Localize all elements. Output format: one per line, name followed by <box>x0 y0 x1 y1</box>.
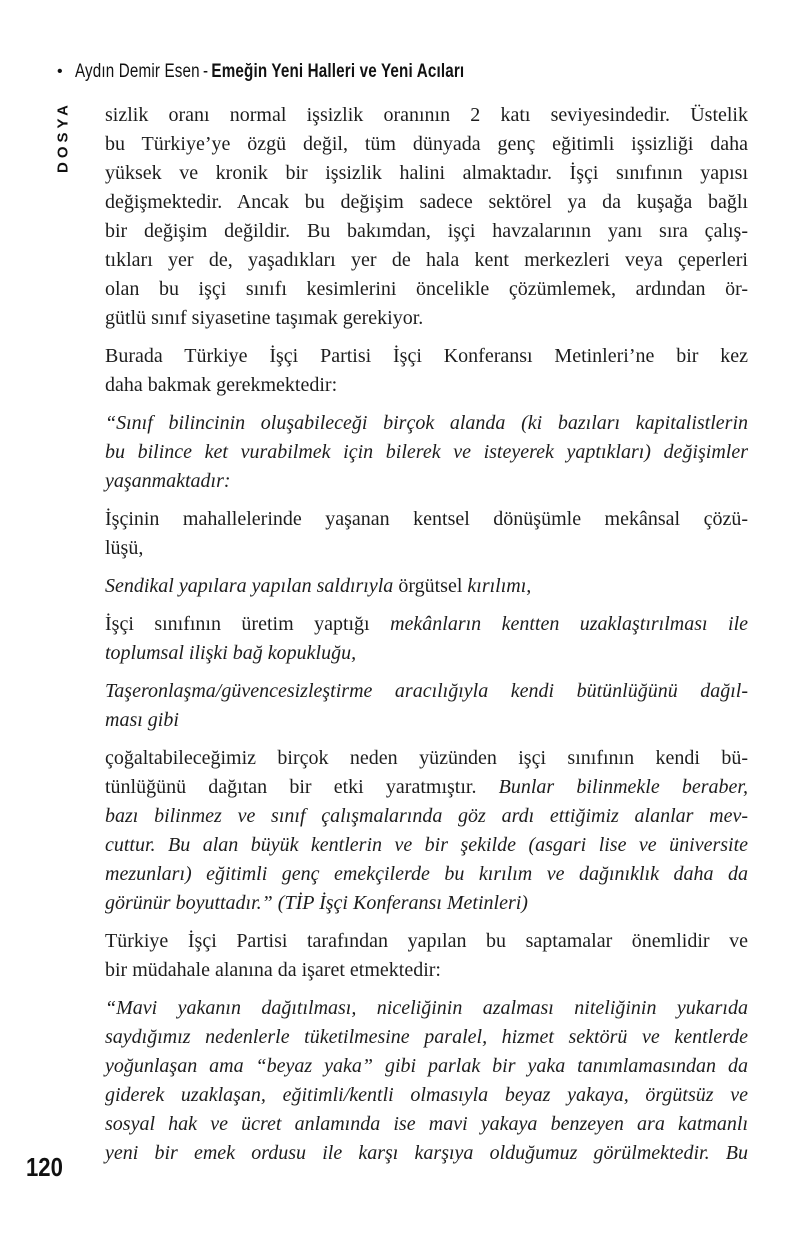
bullet-icon: • <box>57 63 63 80</box>
regular-text: tıkları yer de, yaşadıkları yer de hala kent merkezleri veya çeperleri <box>105 249 748 271</box>
text-line <box>105 304 748 333</box>
text-line <box>105 1081 748 1110</box>
text-line <box>105 1023 748 1052</box>
text-line <box>105 860 748 889</box>
text-line <box>105 802 748 831</box>
body-text <box>105 101 748 1177</box>
italic-text: giderek uzaklaşan, eğitimli/kentli olmasıyla beyaz yakaya, örgütsüz ve <box>105 1084 748 1106</box>
italic-text: “Mavi yakanın dağıtılması, niceliğinin azalması niteliğinin yukarıda <box>105 997 748 1019</box>
regular-text: lüşü, <box>105 537 144 559</box>
italic-text: yeni bir emek ordusu ile karşı karşıya olduğumuz görülmektedir. Bu <box>105 1142 748 1164</box>
italic-text: Taşeronlaşma/güvencesizleştirme aracılığıyla kendi bütünlüğünü dağıl- <box>105 680 748 702</box>
text-line <box>105 130 748 159</box>
italic-text: mekânların kentten uzaklaştırılması ile <box>390 613 748 635</box>
italic-text: sosyal hak ve ücret anlamında ise mavi yakaya benzeyen ara katmanlı <box>105 1113 748 1135</box>
text-line <box>105 994 748 1023</box>
regular-text: bir müdahale alanına da işaret etmektedir: <box>105 959 441 981</box>
section-tab-dosya: DOSYA <box>54 101 72 173</box>
italic-text: görünür boyuttadır.” (TİP İşçi Konferansı Metinleri) <box>105 892 528 914</box>
regular-text: çoğaltabileceğimiz birçok neden yüzünden işçi sınıfının kendi bü- <box>105 747 748 769</box>
book-title: Emeğin Yeni Halleri ve Yeni Acıları <box>211 61 464 82</box>
regular-text: Türkiye İşçi Partisi tarafından yapılan bu saptamalar önemlidir ve <box>105 930 748 952</box>
text-line <box>105 889 748 918</box>
paragraph <box>105 409 748 496</box>
running-header-text <box>75 61 464 83</box>
paragraph <box>105 572 748 601</box>
text-line <box>105 572 748 601</box>
text-line <box>105 956 748 985</box>
regular-text: gütlü sınıf siyasetine taşımak gerekiyor. <box>105 307 424 329</box>
regular-text: değişmektedir. Ancak bu değişim sadece sektörel ya da kuşağa bağlı <box>105 191 748 213</box>
text-line <box>105 409 748 438</box>
paragraph <box>105 927 748 985</box>
regular-text: İşçi sınıfının üretim yaptığı <box>105 613 391 635</box>
paragraph <box>105 744 748 918</box>
author-name: Aydın Demir Esen <box>74 61 200 82</box>
regular-text: bu Türkiye’ye özgü değil, tüm dünyada genç eğitimli işsizliği daha <box>105 133 748 155</box>
paragraph <box>105 677 748 735</box>
italic-text: ması gibi <box>105 709 179 731</box>
text-line <box>105 927 748 956</box>
text-line <box>105 342 748 371</box>
text-line <box>105 275 748 304</box>
italic-text: saydığımız nedenlerle tüketilmesine paralel, hizmet sektörü ve kentlerde <box>105 1026 748 1048</box>
text-line <box>105 217 748 246</box>
paragraph <box>105 994 748 1168</box>
regular-text: bir değişim değildir. Bu bakımdan, işçi havzalarının yanı sıra çalış- <box>105 220 748 242</box>
italic-text: bazı bilinmez ve sınıf çalışmalarında göz ardı ettiğimiz alanlar mev- <box>105 805 748 827</box>
text-line <box>105 467 748 496</box>
italic-text: “Sınıf bilincinin oluşabileceği birçok alanda (ki bazıları kapitalistlerin <box>105 412 748 434</box>
text-line <box>105 831 748 860</box>
text-line <box>105 1110 748 1139</box>
regular-text: İşçinin mahallelerinde yaşanan kentsel dönüşümle mekânsal çözü- <box>105 508 748 530</box>
regular-text: daha bakmak gerekmektedir: <box>105 374 338 396</box>
text-line <box>105 639 748 668</box>
italic-text: yoğunlaşan ama “beyaz yaka” gibi parlak bir yaka tanımlamasından da <box>105 1055 748 1077</box>
regular-text: yüksek ve kronik bir işsizlik halini almaktadır. İşçi sınıfının yapısı <box>105 162 748 184</box>
regular-text: örgütsel <box>398 575 468 597</box>
page-number: 120 <box>26 1152 63 1182</box>
italic-text: kırılımı, <box>467 575 532 597</box>
text-line <box>105 706 748 735</box>
regular-text: sizlik oranı normal işsizlik oranının 2 katı seviyesindedir. Üstelik <box>105 104 748 126</box>
paragraph <box>105 101 748 333</box>
regular-text: olan bu işçi sınıfı kesimlerini öncelikle çözümlemek, ardından ör- <box>105 278 748 300</box>
italic-text: Sendikal yapılara yapılan saldırıyla <box>105 575 399 597</box>
text-line <box>105 1052 748 1081</box>
italic-text: cuttur. Bu alan büyük kentlerin ve bir şekilde (asgari lise ve üniversite <box>105 834 748 856</box>
text-line <box>105 744 748 773</box>
text-line <box>105 101 748 130</box>
text-line <box>105 159 748 188</box>
text-line <box>105 773 748 802</box>
text-line <box>105 438 748 467</box>
italic-text: Bunlar bilinmekle beraber, <box>498 776 748 798</box>
paragraph <box>105 505 748 563</box>
text-line <box>105 1139 748 1168</box>
text-line <box>105 610 748 639</box>
italic-text: mezunları) eğitimli genç emekçilerde bu kırılım ve dağınıklık daha da <box>105 863 748 885</box>
italic-text: yaşanmaktadır: <box>105 470 231 492</box>
italic-text: toplumsal ilişki bağ kopukluğu, <box>105 642 357 664</box>
text-line <box>105 534 748 563</box>
italic-text: bu bilince ket vurabilmek için bilerek ve isteyerek yaptıkları) değişimler <box>105 441 748 463</box>
paragraph <box>105 610 748 668</box>
running-header <box>57 61 561 83</box>
text-line <box>105 371 748 400</box>
regular-text: tünlüğünü dağıtan bir etki yaratmıştır. <box>105 776 499 798</box>
regular-text: Burada Türkiye İşçi Partisi İşçi Konferansı Metinleri’ne bir kez <box>105 345 748 367</box>
paragraph <box>105 342 748 400</box>
text-line <box>105 677 748 706</box>
text-line <box>105 188 748 217</box>
text-line <box>105 505 748 534</box>
text-line <box>105 246 748 275</box>
header-separator: - <box>202 61 208 82</box>
